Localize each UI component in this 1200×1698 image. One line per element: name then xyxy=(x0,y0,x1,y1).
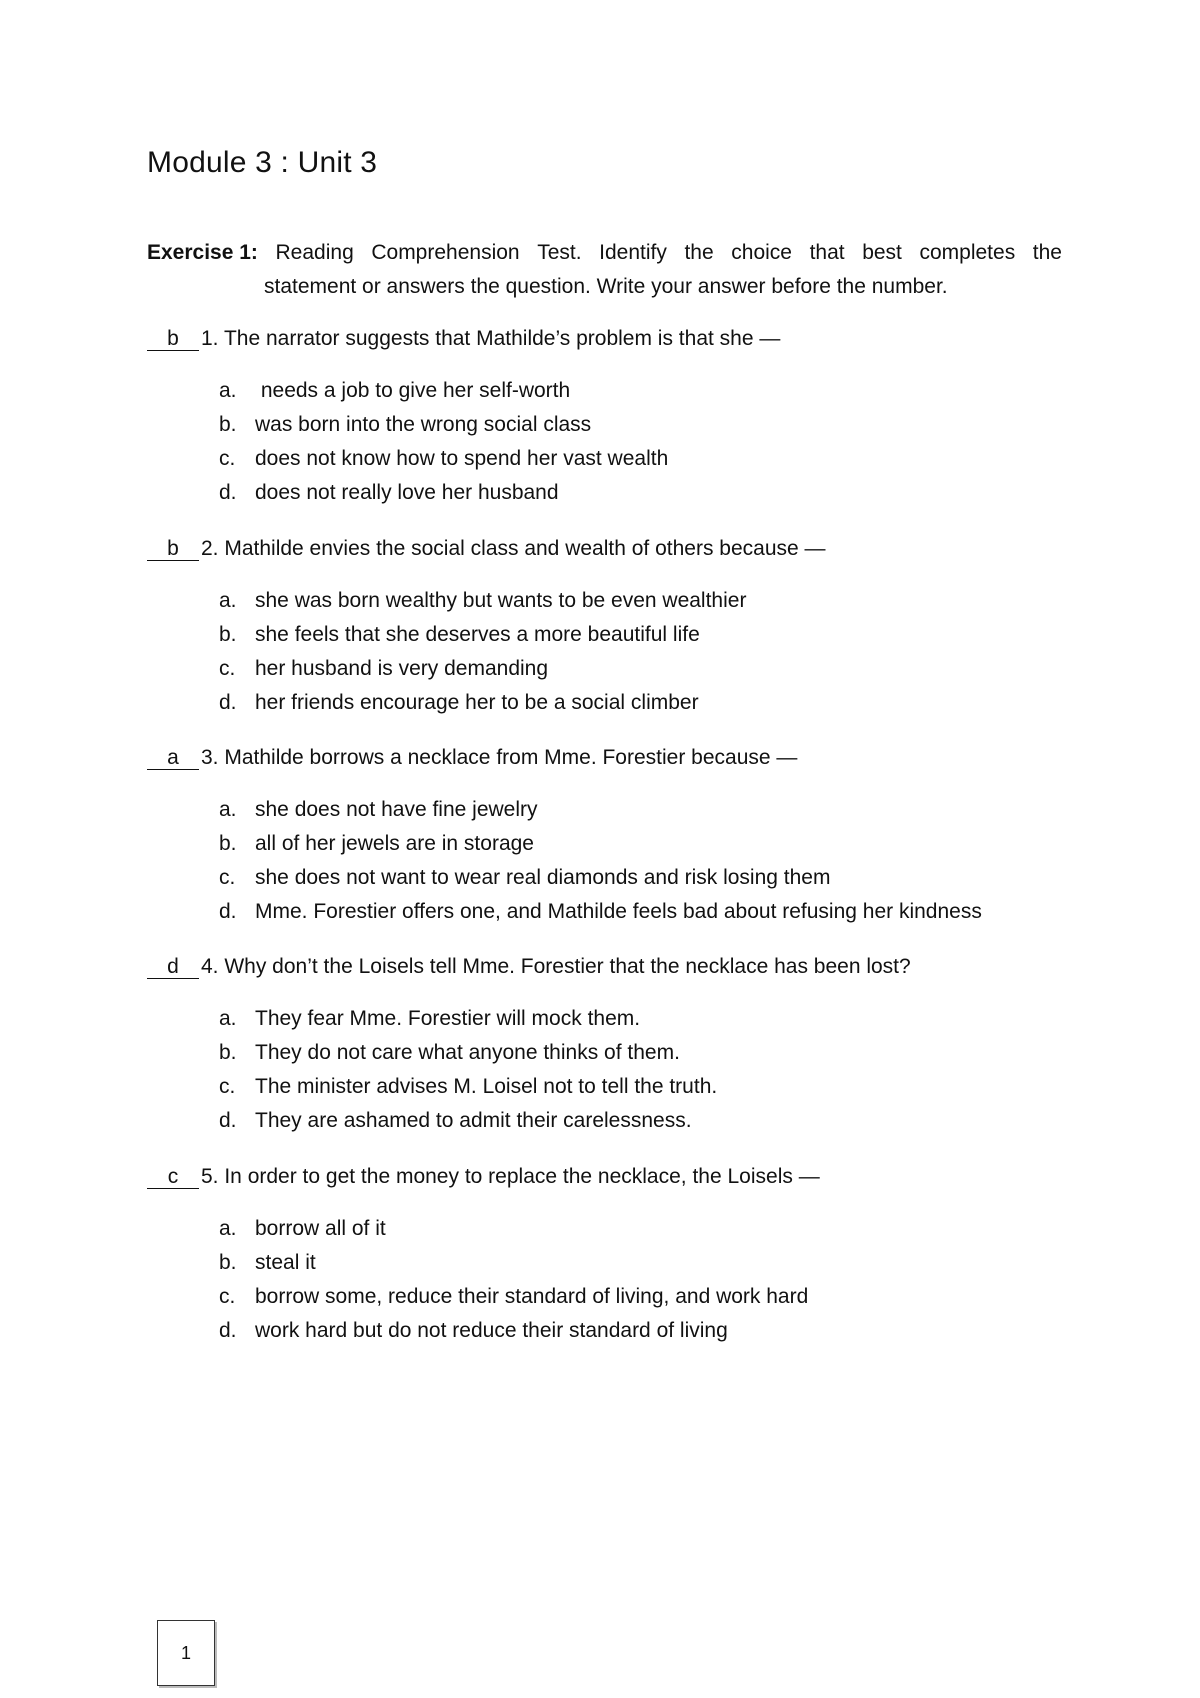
choice-list xyxy=(147,584,1067,720)
answer-blank: a xyxy=(147,747,199,770)
choice-item xyxy=(219,408,1067,442)
choice-text: she feels that she deserves a more beautiful life xyxy=(255,623,700,646)
question-4 xyxy=(147,952,1067,1138)
choice-letter: c. xyxy=(219,657,236,680)
choice-letter: b. xyxy=(219,1041,237,1064)
question-stem xyxy=(147,743,1067,773)
exercise-instructions xyxy=(147,236,1062,304)
choice-text: They fear Mme. Forestier will mock them. xyxy=(255,1007,641,1030)
choice-text: work hard but do not reduce their standard of living xyxy=(255,1319,728,1342)
choice-text: steal it xyxy=(255,1251,316,1274)
choice-letter: a. xyxy=(219,1217,237,1240)
exercise-word: Test. xyxy=(537,241,582,264)
choice-text: she does not want to wear real diamonds and risk losing them xyxy=(255,866,831,889)
choice-item xyxy=(219,618,1067,652)
exercise-word: Comprehension xyxy=(371,241,520,264)
choice-item xyxy=(219,1104,1067,1138)
choice-letter: c. xyxy=(219,1075,236,1098)
choice-letter: d. xyxy=(219,691,237,714)
choice-item xyxy=(219,1212,1067,1246)
question-text: 5. In order to get the money to replace the necklace, the Loisels — xyxy=(201,1165,820,1188)
answer-blank: b xyxy=(147,538,199,561)
choice-letter: c. xyxy=(219,1285,236,1308)
choice-item xyxy=(219,442,1067,476)
exercise-word: the xyxy=(1032,241,1062,264)
choice-text: They do not care what anyone thinks of them. xyxy=(255,1041,680,1064)
choice-item xyxy=(219,793,1067,827)
exercise-word: choice xyxy=(731,241,792,264)
answer-blank: c xyxy=(147,1166,199,1189)
choice-list xyxy=(147,793,1067,929)
choice-list xyxy=(147,1002,1067,1138)
exercise-line-2: statement or answers the question. Write your answer before the number. xyxy=(264,275,948,298)
choice-text: she was born wealthy but wants to be even wealthier xyxy=(255,589,747,612)
page-number: 1 xyxy=(157,1620,215,1686)
choice-item xyxy=(219,476,1067,510)
choice-letter: d. xyxy=(219,1319,237,1342)
choice-item xyxy=(219,1070,1067,1104)
choice-item xyxy=(219,895,1067,929)
choice-item xyxy=(219,827,1067,861)
choice-list xyxy=(147,1212,1067,1348)
choice-text: she does not have fine jewelry xyxy=(255,798,538,821)
question-text: 4. Why don’t the Loisels tell Mme. Forestier that the necklace has been lost? xyxy=(201,955,911,978)
choice-item xyxy=(219,686,1067,720)
choice-item xyxy=(219,1314,1067,1348)
question-3 xyxy=(147,743,1067,929)
choice-item xyxy=(219,1280,1067,1314)
exercise-word: Identify xyxy=(599,241,667,264)
choice-text: borrow all of it xyxy=(255,1217,386,1240)
answer-blank: d xyxy=(147,956,199,979)
question-text: 2. Mathilde envies the social class and wealth of others because — xyxy=(201,537,826,560)
question-text: 3. Mathilde borrows a necklace from Mme. Forestier because — xyxy=(201,746,798,769)
choice-text: does not really love her husband xyxy=(255,481,559,504)
choice-text: does not know how to spend her vast wealth xyxy=(255,447,669,470)
question-stem xyxy=(147,1162,1067,1192)
choice-letter: d. xyxy=(219,481,237,504)
choice-letter: a. xyxy=(219,589,237,612)
choice-text: her husband is very demanding xyxy=(255,657,549,680)
choice-text: Mme. Forestier offers one, and Mathilde feels bad about refusing her kindness xyxy=(255,900,982,923)
answer-blank: b xyxy=(147,328,199,351)
choice-text: was born into the wrong social class xyxy=(255,413,592,436)
choice-item xyxy=(219,1246,1067,1280)
choice-item xyxy=(219,374,1067,408)
question-5 xyxy=(147,1162,1067,1348)
question-2 xyxy=(147,534,1067,720)
choice-letter: a. xyxy=(219,379,237,402)
choice-text: all of her jewels are in storage xyxy=(255,832,534,855)
question-stem xyxy=(147,952,1067,982)
choice-item xyxy=(219,1002,1067,1036)
choice-list xyxy=(147,374,1067,510)
choice-letter: c. xyxy=(219,866,236,889)
exercise-line-1 xyxy=(147,236,1062,270)
choice-text: borrow some, reduce their standard of living, and work hard xyxy=(255,1285,809,1308)
question-stem xyxy=(147,534,1067,564)
exercise-word: completes xyxy=(919,241,1016,264)
choice-text: her friends encourage her to be a social climber xyxy=(255,691,699,714)
choice-letter: b. xyxy=(219,413,237,436)
choice-letter: b. xyxy=(219,623,237,646)
exercise-word: that xyxy=(809,241,845,264)
choice-letter: a. xyxy=(219,1007,237,1030)
choice-item xyxy=(219,861,1067,895)
choice-letter: a. xyxy=(219,798,237,821)
choice-item xyxy=(219,1036,1067,1070)
choice-text: They are ashamed to admit their carelessness. xyxy=(255,1109,692,1132)
choice-letter: d. xyxy=(219,900,237,923)
choice-letter: b. xyxy=(219,832,237,855)
exercise-word: best xyxy=(862,241,902,264)
question-stem xyxy=(147,324,1067,354)
question-1 xyxy=(147,324,1067,510)
choice-item xyxy=(219,652,1067,686)
exercise-label: Exercise 1: xyxy=(147,241,258,264)
choice-letter: b. xyxy=(219,1251,237,1274)
choice-letter: c. xyxy=(219,447,236,470)
question-text: 1. The narrator suggests that Mathilde’s problem is that she — xyxy=(201,327,781,350)
choice-letter: d. xyxy=(219,1109,237,1132)
exercise-word: Reading xyxy=(275,241,354,264)
choice-text: needs a job to give her self-worth xyxy=(255,379,571,402)
choice-item xyxy=(219,584,1067,618)
exercise-word: the xyxy=(684,241,714,264)
page-title: Module 3 : Unit 3 xyxy=(147,146,378,179)
choice-text: The minister advises M. Loisel not to tell the truth. xyxy=(255,1075,718,1098)
